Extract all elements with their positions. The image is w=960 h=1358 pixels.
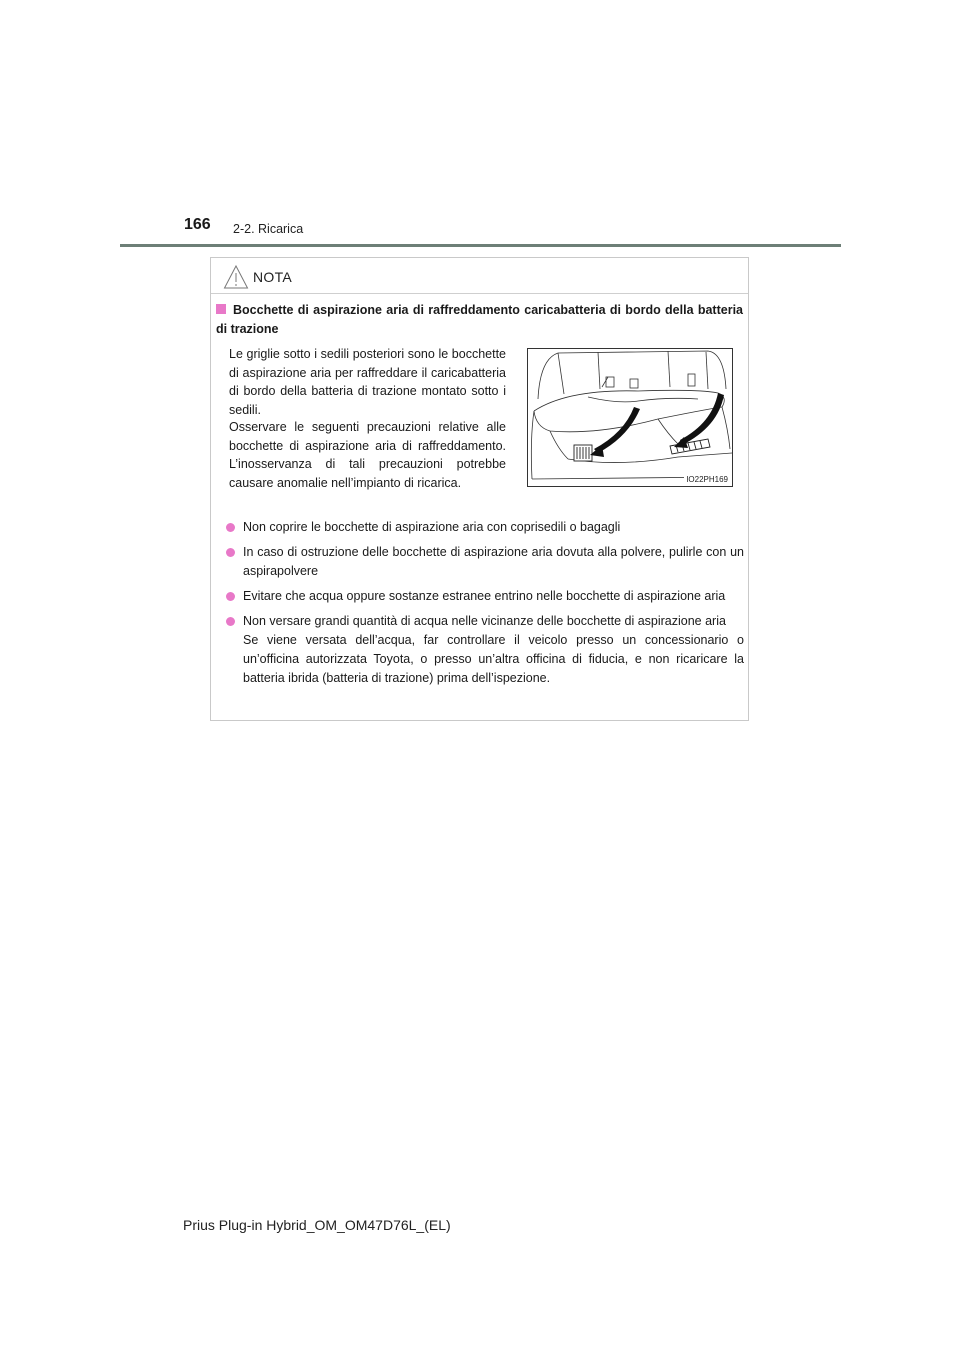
circle-bullet-icon: [226, 617, 235, 626]
circle-bullet-icon: [226, 548, 235, 557]
nota-divider: [211, 293, 748, 294]
header-rule: [120, 244, 841, 247]
square-bullet-icon: [216, 304, 226, 314]
nota-paragraph-1: Le griglie sotto i sedili posteriori sono le bocchette di aspirazione aria per raffreddare il caricabatteria di bordo della batteria di trazione montato sotto i sedili.: [229, 347, 506, 417]
figure-code: IO22PH169: [686, 475, 728, 484]
list-item-text: In caso di ostruzione delle bocchette di aspirazione aria dovuta alla polvere, pulirle con un aspirapolvere: [243, 545, 744, 578]
section-title: 2-2. Ricarica: [233, 222, 304, 236]
nota-header: [223, 264, 292, 290]
rear-seat-illustration: [528, 349, 732, 486]
page-number: 166: [184, 216, 211, 233]
nota-subheading: [216, 301, 743, 339]
nota-label: NOTA: [253, 269, 293, 285]
rear-seat-vents-figure: [527, 348, 733, 487]
list-item: [226, 612, 744, 688]
list-item: [226, 587, 744, 606]
precautions-list: [226, 518, 744, 694]
list-item: [226, 543, 744, 581]
nota-paragraph-2: Osservare le seguenti precauzioni relative alle bocchette di aspirazione aria di raffreddamento. L’inosservanza di tali precauzioni potrebbe causare anomalie nell’impianto di ricarica.: [229, 420, 506, 490]
nota-box: [210, 257, 749, 721]
circle-bullet-icon: [226, 592, 235, 601]
nota-subheading-text: Bocchette di aspirazione aria di raffreddamento caricabatteria di bordo della batteria di trazione: [216, 303, 743, 336]
list-item-text: Non versare grandi quantità di acqua nelle vicinanze delle bocchette di aspirazione aria: [243, 614, 726, 628]
list-item-text: Evitare che acqua oppure sostanze estranee entrino nelle bocchette di aspirazione aria: [243, 589, 726, 603]
list-item-extra-text: Se viene versata dell’acqua, far controllare il veicolo presso un concessionario o un’officina autorizzata Toyota, o presso un’altra officina di fiducia, e non ricaricare la batteria ibrida (batteria di trazione) prima dell’ispezione.: [243, 633, 744, 685]
list-item: [226, 518, 744, 537]
list-item-text: Non coprire le bocchette di aspirazione aria con coprisedili o bagagli: [243, 520, 621, 534]
warning-triangle-icon: [223, 264, 249, 290]
footer-document-code: Prius Plug-in Hybrid_OM_OM47D76L_(EL): [183, 1217, 451, 1233]
circle-bullet-icon: [226, 523, 235, 532]
